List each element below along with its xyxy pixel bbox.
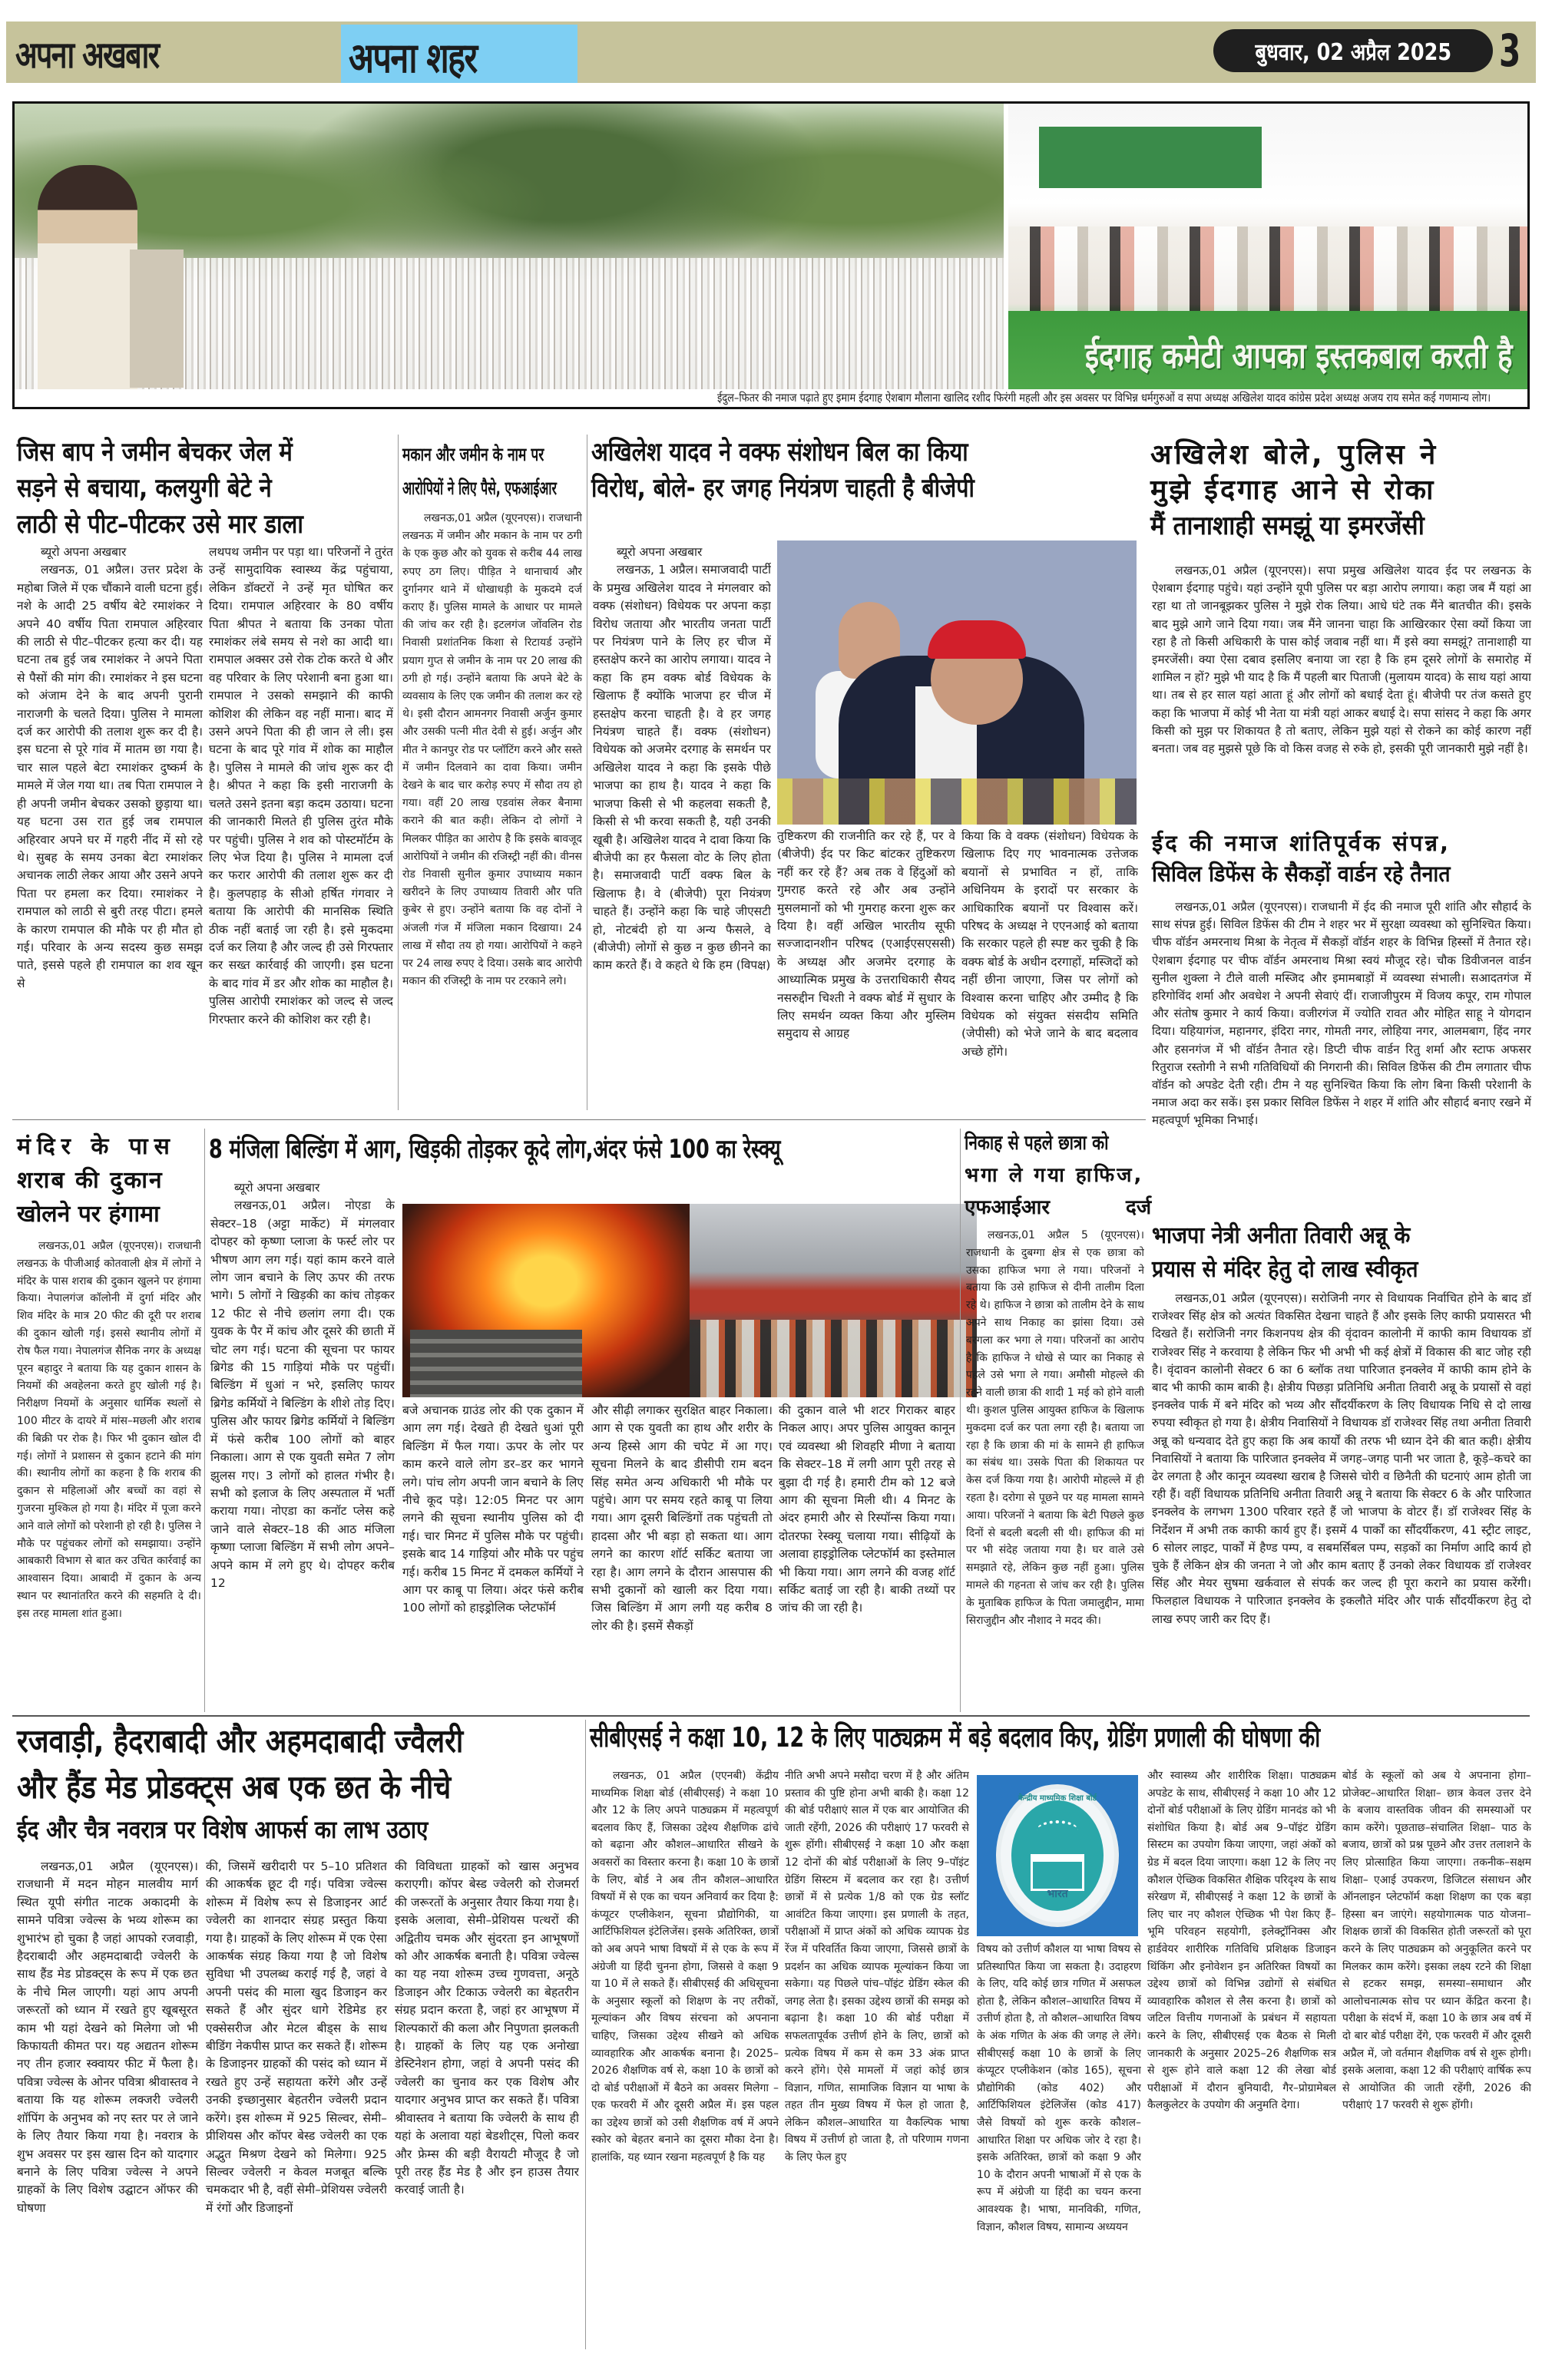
fire-column-3 (591, 1402, 773, 1709)
fire-flames-photo (402, 1204, 690, 1397)
jewelry-subheadline (17, 1812, 585, 1847)
nikah-headline-line: निकाह से पहले छात्रा को (965, 1132, 1109, 1155)
masthead (6, 21, 1536, 83)
issue-date: बुधवार, 02 अप्रैल 2025 (1255, 38, 1451, 66)
column-divider (585, 1720, 586, 2349)
cbse-body-2: नीति अभी अपने मसौदा चरण में है और अंतिम प्रस्ताव की पुष्टि होना अभी बाकी है। कक्षा 12 की बोर्ड परीक्षाएं साल में एक बार आयोजित की जाती रहेंगी, 2026 की परीक्षाएं 17 फरवरी से शुरू होंगी। सीबीएसई ने कक्षा 10 और कक्षा 12 दोनों की बोर्ड परीक्षाओं के लिए 9–पॉइंट ग्रेडिंग सिस्टम में बदलाव कर रहा है। उत्तीर्ण छात्रों में से प्रत्येक 1/8 को एक ग्रेड स्लॉट आवंटित किया जाएगा। इस प्रणाली के तहत, परीक्षाओं में प्राप्त अंकों को अधिक व्यापक ग्रेड रेंज में परिवर्तित किया जाएगा, जिससे छात्रों के प्रदर्शन का अधिक व्यापक मूल्यांकन किया जा सकेगा। यह पिछले पांच–पॉइंट ग्रेडिंग स्केल की जगह लेता है। इसका उद्देश्य छात्रों की समझ को बढ़ाना है। कक्षा 10 की बोर्ड परीक्षा में सफलतापूर्वक उत्तीर्ण होने के लिए, छात्रों को प्रत्येक विषय में कम से कम 33 अंक प्राप्त करने होंगे। ऐसे मामलों में जहां कोई छात्र विज्ञान, गणित, सामाजिक विज्ञान या भाषा के तहत तीन मुख्य विषय में फेल हो जाता है, लेकिन कौशल–आधारित या वैकल्पिक भाषा विषय में उत्तीर्ण हो जाता है, तो परिणाम गणना के लिए फेल हुए (785, 1770, 969, 2164)
photo-onlookers (690, 1320, 977, 1397)
liquor-headline (17, 1130, 201, 1231)
stage-top-banner (1039, 127, 1262, 188)
cbse-body-3: विषय को उत्तीर्ण कौशल या भाषा विषय से प्रतिस्थापित किया जा सकता है। उदाहरण के लिए, यदि कोई छात्र गणित में असफल होता है, लेकिन कौशल–आधारित विषय में उत्तीर्ण होता है, तो कौशल–आधारित विषय के अंक गणित के अंक की जगह ले लेंगे। सीबीएसई कक्षा 10 के छात्रों के लिए कंप्यूटर एप्लीकेशन (कोड 165), सूचना प्रौद्योगिकी (कोड 402) और आर्टिफिशियल इंटेलिजेंस (कोड 417) जैसे विषयों को शुरू करके कौशल–आधारित शिक्षा पर अधिक जोर दे रहा है। इसके अतिरिक्त, छात्रों को कक्षा 9 और 10 के दौरान अपनी भाषाओं में से एक के रूप में अंग्रेजी या हिंदी का चयन करना आवश्यक है। भाषा, मानविकी, गणित, विज्ञान, कौशल विषय, सामान्य अध्ययन (977, 1943, 1141, 2233)
nikah-body (966, 1227, 1144, 1711)
mahoba-headline-line: जिस बाप ने जमीन बेचकर जेल में (17, 437, 293, 468)
photo-frame-bottom-rule (12, 407, 1530, 409)
cbse-headline-text: सीबीएसई ने कक्षा 10, 12 के लिए पाठ्यक्रम में बड़े बदलाव किए, ग्रेडिंग प्रणाली की घोषणा की (590, 1722, 1321, 1754)
civil-defence-headline-line: ईद की नमाज शांतिपूर्वक संपन्न, (1152, 830, 1451, 856)
jewelry-column-2 (206, 1858, 387, 2349)
column-divider (398, 435, 399, 1110)
jewelry-body-3: की विविधता ग्राहकों को खास अनुभव कराएगी। कॉपर बेस्ड ज्वेलरी को रोजमर्रा की जरूरतों के अनुसार तैयार किया गया है। इसके अलावा, सेमी–प्रेशियस पत्थरों की अद्वितीय चमक और सुंदरता इन आभूषणों को और आकर्षक बनाती है। पवित्रा ज्वेल्स का यह नया शोरूम उच्च गुणवत्ता, अनूठे डिजाइन और टिकाऊ ज्वेलरी का बेहतरीन संग्रह प्रदान करता है, जहां हर आभूषण में शिल्पकारों की कला और निपुणता झलकती है। ग्राहकों के लिए यह एक अनोखा डेस्टिनेशन होगा, जहां वे अपनी पसंद की ज्वेलरी का चुनाव कर एक विशेष और यादगार अनुभव प्राप्त कर सकते हैं। पवित्रा श्रीवास्तव ने बताया कि ज्वेलरी के साथ ही यहां के अलावा यहां बेडशीट्स, पिलो कवर और फ्रेम्स की बड़ी वैरायटी मौजूद है जो पूरी तरह हैंड मेड है और इन हाउस तैयार करवाई जाती है। (395, 1859, 579, 2197)
liquor-body-text: लखनऊ,01 अप्रैल (यूएनएस)। राजधानी लखनऊ के पीजीआई कोतवाली क्षेत्र में लोगों ने मंदिर के पास शराब की दुकान खुलने पर हंगामा किया। नेपालगंज कॉलोनी में दुर्गा मंदिर और शिव मंदिर के मात्र 20 फीट की दूरी पर शराब की दुकान खोली गई। इससे स्थानीय लोगों में रोष फैल गया। नेपालगंज सैनिक नगर के अध्यक्ष पूरन बहादुर ने बताया कि यह दुकान शासन के नियमों की अवहेलना करते हुए खोली गई है। निरीक्षण नियमों के अनुसार धार्मिक स्थलों से 100 मीटर के दायरे में मांस–मछली और शराब की बिक्री पर रोक है। फिर भी दुकान खोल दी गई। लोगों ने प्रशासन से दुकान हटाने की मांग की। स्थानीय लोगों का कहना है कि शराब की दुकान से महिलाओं और बच्चों का वहां से गुजरना मुश्किल हो गया है। मंदिर में पूजा करने आने वाले लोगों को परेशानी हो रही है। पुलिस ने मौके पर पहुंचकर लोगों को समझाया। उन्होंने आबकारी विभाग से बात कर उचित कार्रवाई का आश्वासन दिया। आबादी में दुकान के अन्य स्थान पर स्थानांतरित करने की सहमति दे दी। इस तरह मामला शांत हुआ। (17, 1240, 201, 1620)
photo-caption-text: ईदुल–फितर की नमाज पढ़ाते हुए इमाम ईदगाह ऐशबाग मौलाना खालिद रशीद फिरंगी महली और इस अवसर पर विभिन्न धर्मगुरुओं व सपा अध्यक्ष अखिलेश यादव कांग्रेस प्रदेश अध्यक्ष अजय राय समेत कई गणमान्य लोग। (716, 391, 1491, 405)
nikah-headline-line: भगा ले गया हाफिज, (965, 1164, 1144, 1187)
cbse-ring-text: केन्द्रीय माध्यमिक शिक्षा बोर्ड (1018, 1794, 1097, 1803)
section-rule (12, 1119, 1146, 1120)
fraud-headline (402, 438, 584, 505)
jewelry-headline-line: और हैंड मेड प्रोडक्ट्स अब एक छत के नीचे (17, 1768, 452, 1806)
eid-prayer-photo (15, 104, 1004, 389)
mahoba-body-2: लथपथ जमीन पर पड़ा था। परिजनों ने तुरंत उन्हें सामुदायिक स्वास्थ्य केंद्र पहुंचाया, लेकिन डॉक्टरों ने उन्हें मृत घोषित कर दिया। रामपाल अहिरवार के 80 वर्षीय पिता श्रीपत ने बताया कि उनका पोता रमाशंकर लंबे समय से नशे का आदी था। रामपाल अक्सर उसे रोक टोक करते थे और वह परिवार के लिए परेशानी बना हुआ था। रामपाल ने उसको समझाने की काफी कोशिश की लेकिन वह नहीं माना। बाद में उसने अपने पिता की ही जान ले ली। इस घटना के बाद पूरे गांव में शोक का माहौल है। पुलिस ने मामले की जांच शुरू कर दी है। श्रीपत ने कहा कि इसी नाराजगी के चलते उसने इतना बड़ा कदम उठाया। घटना की जानकारी मिलते ही पुलिस तुरंत मौके पर पहुंची। पुलिस ने शव को पोस्टमॉर्टम के लिए भेज दिया है। पुलिस ने मामला दर्ज कर फरार आरोपी की तलाश शुरू कर दी है। कुलपहाड़ के सीओ हर्षित गंगवार ने बताया कि आरोपी की मानसिक स्थिति ठीक नहीं बताई जा रही है। इसे मुकदमा दर्ज कर लिया है और जल्द ही उसे गिरफ्तार कर सख्त कार्रवाई की जाएगी। इस घटना के बाद गांव में डर और शोक का माहौल है। पुलिस आरोपी रमाशंकर को जल्द से जल्द गिरफ्तार करने की कोशिश कर रही है। (209, 545, 393, 1026)
anita-headline-line: भाजपा नेत्री अनीता तिवारी अन्नू के (1152, 1222, 1411, 1249)
cbse-headline (590, 1720, 1536, 1757)
mahoba-column-1 (17, 544, 203, 1099)
fire-column-1 (210, 1179, 395, 1709)
waqf-headline-line: अखिलेश यादव ने वक्फ संशोधन बिल का किया (591, 437, 968, 468)
mahoba-headline-line: लाठी से पीट–पीटकर उसे मार डाला (17, 509, 303, 540)
microphone-stand (130, 250, 184, 388)
paper-name: अपना अखबार (15, 34, 159, 77)
anita-body-text: लखनऊ,01 अप्रैल (यूएनएस)। सरोजिनी नगर से विधायक निर्वाचित होने के बाद डॉ राजेश्वर सिंह क्षेत्र को अत्यंत विकसित देखना चाहते हैं और इसके लिए काफी प्रयासरत भी दिखते हैं। सरोजिनी नगर किशनपथ क्षेत्र की वृंदावन कालोनी में काफी काम विधायक डॉ राजेश्वर सिंह ने करवाया है लेकिन फिर भी अभी भी कई क्षेत्रों में विकास की बाट जोह रही है। वृंदावन कालोनी सेक्टर 6 का 6 ब्लॉक तथा पारिजात इनक्लेव में काफी काम होने के बाद भी काफी काम बाकी है। क्षेत्रीय पिछड़ा प्रतिनिधि अनीता तिवारी अन्नू के प्रयासों से वहां इनक्लेव पार्क में बने मंदिर को भव्य और सौंदर्यीकरण के लिए विधायक निधि से दो लाख रुपया स्वीकृत हो गया है। क्षेत्रीय निवासियों ने विधायक डॉ राजेश्वर सिंह तथा अनीता तिवारी अन्नू को धन्यवाद देते हुए कहा कि अब कार्यों की तरफ भी ध्यान देने की बात कही। क्षेत्रीय निवासियों ने बताया कि पारिजात इनक्लेव में जगह–जगह पानी भर जाता है, कूड़े–कचरे का ढेर लगता है और कानून व्यवस्था खराब है जिससे चोरी व छिनैती की घटनाएं आम होती जा रही हैं। वहीं विधायक प्रतिनिधि अनीता तिवारी अन्नू ने बताया कि सेक्टर 6 के और पारिजात इनक्लेव के लगभग 1300 परिवार रहते हैं जो भाजपा के वोटर हैं। डॉ राजेश्वर सिंह के निर्देशन में अभी तक काफी कार्य हुए हैं। इसमें 4 पार्कों का सौंदर्यीकरण, 41 स्ट्रीट लाइट, 6 सोलर लाइट, पार्कों में हैण्ड पम्प, व सबमर्सिबल पम्प, सड़कों का निर्माण आदि कार्य हो चुके हैं लेकिन क्षेत्र की जनता ने जो और काम बताए हैं उनको लेकर विधायक डॉ राजेश्वर सिंह और मेयर सुषमा खर्कवाल से संपर्क कर जल्द ही पूरा कराने का प्रयास करेंगी। फिलहाल विधायक ने पारिजात इनक्लेव के इकलौते मंदिर और पार्क सौंदर्यीकरण हेतु दो लाख रुपए जारी कर दिए हैं। (1152, 1291, 1531, 1626)
civil-defence-headline (1152, 828, 1536, 889)
cbse-body-5: बोर्ड के स्कूलों को अब ये अपनाना होगा– प्रोजेक्ट–आधारित शिक्षा– छात्र केवल उत्तर देने के बजाय वास्तविक जीवन की समस्याओं पर काम करेंगे। पूछताछ–संचालित शिक्षा– पाठ के बजाय, छात्रों को प्रश्न पूछने और उत्तर तलाशने के लिए प्रोत्साहित किया जाएगा। तकनीक–सक्षम शिक्षा– एआई उपकरण, डिजिटल संसाधन और ऑनलाइन प्लेटफॉर्म कक्षा शिक्षण का एक बड़ा हिस्सा बन जाएंगे। सहयोगात्मक पाठ योजना– शिक्षक छात्रों की विकसित होती जरूरतों को पूरा करने के लिए पाठ्यक्रम को अनुकूलित करने पर मिलकर काम करेंगे। इसका लक्ष्य रटने की शिक्षा से हटकर समझ, समस्या–समाधान और आलोचनात्मक सोच पर ध्यान केंद्रित करना है। परीक्षा के संदर्भ में, कक्षा 10 के छात्र अब वर्ष में दो बार बोर्ड परीक्षा देंगे, एक फरवरी में और दूसरी अप्रैल में, जो वर्तमान शैक्षणिक वर्ष से शुरू होगी। इसके अलावा, कक्षा 12 की परीक्षाएं वार्षिक रूप से आयोजित की जाती रहेंगी, 2026 की परीक्षाएं 17 फरवरी से शुरू होंगी। (1342, 1770, 1531, 2112)
cbse-country-text: भारत (1047, 1888, 1068, 1900)
mahoba-headline-line: सड़ने से बचाया, कलयुगी बेटे ने (17, 473, 272, 504)
fire-byline: ब्यूरो अपना अखबार (234, 1181, 320, 1195)
imam-figure (38, 165, 137, 389)
photo-flowers (777, 778, 1137, 825)
cbse-logo-image (977, 1775, 1138, 1936)
civil-defence-body (1152, 898, 1531, 1215)
jewelry-subheadline-text: ईद और चैत्र नवरात्र पर विशेष आफर्स का लाभ उठाए (17, 1815, 429, 1844)
anita-headline-line: प्रयास से मंदिर हेतु दो लाख स्वीकृत (1152, 1256, 1418, 1283)
jewelry-headline-line: रजवाड़ी, हैदराबादी और अहमदाबादी ज्वैलरी (17, 1722, 464, 1760)
cbse-column-3 (977, 1941, 1141, 2351)
liquor-headline-line: शराब की दुकान (17, 1167, 164, 1194)
eidgah-headline-line: मैं तानाशाही समझूं या इमरजेंसी (1150, 511, 1425, 541)
cbse-sunrays-icon (1037, 1820, 1078, 1840)
stage-banner-text: ईदगाह कमेटी आपका इस्तकबाल करती है (1085, 335, 1513, 376)
mahoba-byline: ब्यूरो अपना अखबार (41, 545, 127, 559)
fire-column-2 (402, 1402, 584, 1709)
fire-headline (209, 1132, 954, 1167)
waqf-body-2: तुष्टिकरण की राजनीति कर रहे हैं, पर वे (बीजेपी) ईद पर किट बांटकर तुष्टिकरण नहीं कर रहे हैं? अब तक वे हिंदुओं को गुमराह करते रहे और अब उन्होंने मुसलमानों को भी गुमराह करना शुरू कर दिया है। वहीं अखिल भारतीय सूफी सज्जादानशीन परिषद (एआईएसएससी) के अध्यक्ष और अजमेर दरगाह के आध्यात्मिक प्रमुख के उत्तराधिकारी सैयद नसरुद्दीन चिश्ती ने वक्फ बोर्ड में सुधार के लिए समर्थन व्यक्त किया और मुस्लिम समुदाय से आग्रह (777, 829, 955, 1041)
fire-body-2: बजे अचानक ग्राउंड लोर की एक दुकान में आग लग गई। देखते ही देखते धुआं पूरी बिल्डिंग में फैल गया। ऊपर के लोर पर काम करने वाले लोग डर–डर कर भागने लगे। पांच लोग अपनी जान बचाने के लिए नीचे कूद पड़े। 12:05 मिनट पर आग लगने की सूचना स्थानीय पुलिस को दी गई। चार मिनट में पुलिस मौके पर पहुंची। इसके बाद 14 गाड़ियां और मौके पर पहुंच गई। करीब 15 मिनट में दमकल कर्मियों ने आग पर काबू पा लिया। अंदर फंसे करीब 100 लोगों को हाइड्रोलिक प्लेटफॉर्म (402, 1403, 584, 1615)
photo-stairs (410, 1330, 582, 1397)
cbse-book-icon (1031, 1854, 1084, 1891)
civil-defence-body-text: लखनऊ,01 अप्रैल (यूएनएस)। राजधानी में ईद की नमाज पूरी शांति और सौहार्द के साथ संपन्न हुई। सिविल डिफेंस की टीम ने शहर भर में सुरक्षा व्यवस्था को सुनिश्चित किया। चीफ वॉर्डन अमरनाथ मिश्रा के नेतृत्व में सैकड़ों वॉर्डन शहर के विभिन्न हिस्सों में तैनात रहे। ऐशबाग ईदगाह पर चीफ वॉर्डन अमरनाथ मिश्रा स्वयं मौजूद रहे। चौक डिवीजनल वार्डन सुनील शुक्ला ने टीले वाली मस्जिद और इमामबाड़ों में व्यवस्था संभाली। सआदतगंज में हरिगोविंद शर्मा और अवधेश ने अपनी सेवाएं दीं। राजाजीपुरम में विजय कपूर, राम गोपाल और संतोष कुमार ने कार्य किया। वजीरगंज में ज्योति रावत और मोहित साहू ने योगदान दिया। यहियागंज, महानगर, इंदिरा नगर, गोमती नगर, लोहिया नगर, आलमबाग, हिंद नगर और हसनगंज में भी वॉर्डन तैनात रहे। डिप्टी चीफ वार्डन रितु शर्मा और स्टाफ अफसर रितुराज रस्तोगी ने सभी गतिविधियों की निगरानी की। सिविल डिफेंस की टीम लगातार चीफ वॉर्डन को अपडेट देती रही। टीम ने यह सुनिश्चित किया कि लोग बिना किसी परेशानी के नमाज अदा कर सकें। इस प्रकार सिविल डिफेंस ने शहर में शांति और सौहार्द बनाए रखने में महत्वपूर्ण भूमिका निभाई। (1152, 900, 1531, 1128)
jewelry-headline (17, 1718, 585, 1810)
nikah-headline-line: एफआईआर दर्ज (965, 1196, 1152, 1219)
photo-caption (15, 390, 1527, 405)
waqf-column-3 (961, 828, 1138, 1112)
waqf-column-1 (593, 544, 771, 1112)
page-number: 3 (1499, 25, 1521, 77)
eidgah-body-text: लखनऊ,01 अप्रैल (यूएनएस)। सपा प्रमुख अखिलेश यादव ईद पर लखनऊ के ऐशबाग ईदगाह पहुंचे। यहां उन्होंने यूपी पुलिस पर बड़ा आरोप लगाया। कहा जब मैं यहां आ रहा था तो जानबूझकर पुलिस ने मुझे रोक लिया। आधे घंटे तक मैंने बातचीत की। इसके बाद मुझे आगे जाने दिया गया। जब मैंने जानना चाहा कि आखिरकार ऐसा क्यों किया जा रहा है तो किसी अधिकारी के पास कोई जवाब नहीं था। मैं इसे क्या समझूं? तानाशाही या इमरजेंसी। क्या ऐसा दबाव इसलिए बनाया जा रहा है कि हम दूसरे लोगों के समारोह में शामिल न हों? मुझे भी याद है कि मैं पहली बार पिताजी (मुलायम यादव) के साथ यहां आया था। तब से हर साल यहां आता हूं और लोगों को बधाई देता हूं। बीजेपी पर तंज कसते हुए कहा कि भाजपा में कोई भी नेता या मंत्री यहां आकर बधाई दे। सपा सांसद ने कहा कि अगर किसी को मुझ पर शिकायत है तो बताए, लेकिन मुझे यहां से रोकने का कोई कारण नहीं बनता। जब वह मुझसे पूछे कि वो किस वजह से रुके हो, इसकी पूरी जानकारी मुझे नहीं है। (1152, 564, 1531, 756)
civil-defence-headline-line: सिविल डिफेंस के सैकड़ों वार्डन रहे तैनात (1152, 861, 1451, 887)
anita-headline (1152, 1219, 1536, 1287)
column-divider (960, 1129, 961, 1712)
anita-body (1152, 1290, 1531, 1711)
eidgah-body (1152, 562, 1531, 815)
nikah-headline (965, 1127, 1152, 1224)
eidgah-headline-line: अखिलेश बोले, पुलिस ने (1150, 439, 1439, 471)
jewelry-column-3 (395, 1858, 579, 2349)
waqf-body-3: किया कि वे वक्फ (संशोधन) विधेयक के खिलाफ दिए गए भावनात्मक उत्तेजक बयानों से प्रभावित न हों, ताकि अधिनियम के इरादों पर सरकार के आधिकारिक बयानों पर विश्वास करें। परिषद के अध्यक्ष ने एएनआई को बताया कि सरकार पहले ही स्पष्ट कर चुकी है कि वक्फ बोर्ड के अधीन दरगाहों, मस्जिदों को नहीं छीना जाएगा, जिस पर लोगों को विश्वास करना चाहिए और उम्मीद है कि विधेयक को संयुक्त संसदीय समिति (जेपीसी) को भेजे जाने के बाद बदलाव अच्छे होंगे। (961, 829, 1138, 1059)
waqf-headline (591, 435, 1144, 507)
liquor-body (17, 1238, 201, 1711)
fraud-body (402, 510, 582, 1112)
waqf-headline-line: विरोध, बोले- हर जगह नियंत्रण चाहती है बीजेपी (591, 473, 975, 504)
fraud-body-text: लखनऊ,01 अप्रैल (यूएनएस)। राजधानी लखनऊ में जमीन और मकान के नाम पर ठगी के एक कुछ और को युवक से करीब 44 लाख रुपए ठग लिए। पीड़ित ने थानाचार्य और दुर्गानगर थाने में धोखाधड़ी के मुकदमे दर्ज कराए हैं। पुलिस मामले के आधार पर मामले की जांच कर रही है। इटलगंज जोंवलिन रोड निवासी प्रशांतनिक किशा से रिटायर्ड उन्होंने प्रयाग गुप्त से जमीन के नाम पर 20 लाख की ठगी हो गई। उन्होंने बताया कि अपने बेटे के व्यवसाय के लिए एक जमीन की तलाश कर रहे थे। इसी दौरान आमनगर निवासी अर्जुन कुमार और उसकी पत्नी मीत देवी से हुई। अर्जुन और मीत ने कानपुर रोड पर प्लॉटिंग करने और सस्ते में जमीन दिलवाने का दावा किया। जमीन देखने के बाद चार करोड़ रुपए में सौदा तय हो गया। वहीं 20 लाख एडवांस लेकर बैनामा कराने की बात कही। लेकिन दो लोगों ने मिलकर पीड़ित का आरोप है कि इसके बावजूद आरोपियों ने जमीन की रजिस्ट्री नहीं की। वीनस रोड निवासी सुनील कुमार उपाध्याय मकान खरीदने के लिए उपाध्याय तिवारी और पति कुबेर से हुए। उन्होंने बताया कि वह दोनों ने अंजली गंज मेंं मंजिला मकान दिखाया। 24 लाख में सौदा तय हो गया। आरोपियों ने कहने पर 24 लाख रुपए दे दिया। उसके बाद आरोपी मकान की रजिस्ट्री के नाम पर टरकाने लगे। (402, 512, 582, 988)
jewelry-column-1 (17, 1858, 198, 2349)
column-divider (204, 1129, 205, 1712)
fire-body-1: लखनऊ,01 अप्रैल। नोएडा के सेक्टर–18 (अट्टा मार्केट) में मंगलवार दोपहर को कृष्णा प्लाजा के फर्स्ट लोर पर भीषण आग लग गई। यहां काम करने वाले लोग जान बचाने के लिए ऊपर की तरफ भागे। 5 लोगों ने खिड़की का कांच तोड़कर 12 फीट से नीचे छलांग लगा दी। एक युवक के पैर में कांच और दूसरे की छाती में चोट लग गई। घटना की सूचना पर फायर ब्रिगेड की 15 गाड़ियां मौके पर पहुंचीं। बिल्डिंग में धुआं न भरे, इसलिए फायर ब्रिगेड कर्मियों ने बिल्डिंग के शीशे तोड़ दिए। पुलिस और फायर ब्रिगेड कर्मियों ने बिल्डिंग में फंसे करीब 100 लोगों को बाहर निकाला। आग से एक युवती समेत 7 लोग झुलस गए। 3 लोगों को हालत गंभीर है। सभी को इलाज के लिए अस्पताल में भर्ती कराया गया। नोएडा का कनॉट प्लेस कहे जाने वाले सेक्टर–18 की आठ मंजिला कृष्णा प्लाजा बिल्डिंग में सभी लोग अपने–अपने काम में लगे हुए थे। दोपहर करीब 12 (210, 1198, 395, 1590)
mahoba-body-1: लखनऊ, 01 अप्रैल। उत्तर प्रदेश के महोबा जिले में एक चौंकाने वाली घटना हुई। नशे के आदी 25 वर्षीय बेटे रमाशंकर ने अपने 40 वर्षीय पिता रामपाल अहिरवार की लाठी से पीट–पीटकर हत्या कर दी। यह घटना तब हुई जब रमाशंकर ने अपने पिता से पैसों की मांग की। रमाशंकर ने इस घटना को अंजाम देने के बाद अपनी पुरानी नाराजगी के चलते दिया। पुलिस ने मामला दर्ज कर आरोपी की तलाश शुरू कर दी है। इस घटना से पूरे गांव में मातम छा गया है। चार साल पहले बेटा रमाशंकर दुष्कर्म के मामले में जेल गया था। तब पिता रामपाल ने ही अपनी जमीन बेचकर उसको छुड़ाया था। यह घटना उस रात हुई जब रामपाल अहिरवार अपने घर में गहरी नींद में सो रहे थे। सुबह के समय उनका बेटा रमाशंकर अचानक लाठी लेकर आया और उसने अपने पिता पर हमला कर दिया। रमाशंकर ने रामपाल को लाठी से बुरी तरह पीटा। हमले के कारण रामपाल की मौके पर ही मौत हो गई। परिवार के अन्य सदस्य कुछ समझ पाते, इससे पहले ही रामपाल का शव खून से (17, 563, 203, 990)
eidgah-stage-photo (1008, 104, 1527, 389)
building-fire-photo (402, 1204, 977, 1397)
fire-body-3: और सीढ़ी लगाकर सुरक्षित बाहर निकाला। आग से एक युवती का हाथ और शरीर के अन्य हिस्से आग की चपेट में आ गए। सूचना मिलने के बाद डीसीपी राम बदन सिंह समेत अन्य अधिकारी भी मौके पर पहुंचे। आग पर समय रहते काबू पा लिया गया। आग दूसरी बिल्डिंगों तक पहुंचती तो हादसा और भी बड़ा हो सकता था। आग लगने का कारण शॉर्ट सर्किट बताया जा रहा है। आग लगने के दौरान आसपास की सभी दुकानों को खाली कर दिया गया। जिस बिल्डिंग में आग लगी यह करीब 8 लोर की है। इसमें सैकड़ों (591, 1403, 773, 1633)
cbse-column-2 (785, 1767, 969, 2351)
mahoba-column-2 (209, 544, 393, 1099)
photo-red-cap (928, 620, 1026, 659)
cbse-column-1 (591, 1767, 779, 2351)
fire-rescue-photo (690, 1204, 977, 1397)
akhilesh-yadav-photo (777, 540, 1137, 825)
dignitaries-group (1008, 226, 1527, 311)
cbse-body-1: लखनऊ, 01 अप्रैल (एएनबी) केंद्रीय माध्यमिक शिक्षा बोर्ड (सीबीएसई) ने कक्षा 10 और 12 के लिए अपने पाठ्यक्रम में महत्वपूर्ण बदलाव किए हैं, जिसका उद्देश्य शैक्षणिक ढांचे को बढ़ाना और कौशल–आधारित सीखने के अवसरों का विस्तार करना है। कक्षा 10 के छात्रों के लिए, बोर्ड ने अब तीन कौशल–आधारित विषयों में से एक का चयन अनिवार्य कर दिया है: कंप्यूटर एप्लीकेशन, सूचना प्रौद्योगिकी, या आर्टिफिशियल इंटेलिजेंस। इसके अतिरिक्त, छात्रों को अब अपने भाषा विषयों में से एक के रूप में अंग्रेजी या हिंदी चुनना होगा, जिससे वे कक्षा 9 या 10 में ले सकते हैं। सीबीएसई की अधिसूचना के अनुसार स्कूलों को शिक्षण के नए तरीकों, मूल्यांकन और विषय संरचना को अपनाना चाहिए, जिसका उद्देश्य सीखने को अधिक व्यावहारिक और आकर्षक बनाना है। 2025–2026 शैक्षणिक वर्ष से, कक्षा 10 के छात्रों को दो बोर्ड परीक्षाओं में बैठने का अवसर मिलेगा – एक फरवरी में और दूसरी अप्रैल में। इस पहल का उद्देश्य छात्रों को उसी शैक्षणिक वर्ष में अपने स्कोर को बेहतर बनाने का दूसरा मौका देना है। हालांकि, यह ध्यान रखना महत्वपूर्ण है कि यह (591, 1770, 779, 2164)
cbse-emblem (996, 1784, 1119, 1927)
section-label: अपना शहर (349, 34, 477, 82)
mahoba-headline (17, 435, 416, 543)
waqf-column-2 (777, 828, 955, 1112)
eidgah-headline-line: मुझे ईदगाह आने से रोका (1150, 474, 1436, 506)
jewelry-body-1: लखनऊ,01 अप्रैल (यूएनएस)। राजधानी में मदन मोहन मालवीय मार्ग स्थित यूपी संगीत नाटक अकादमी के सामने पवित्रा ज्वेल्स के भव्य शोरूम का शुभारंभ हो चुका है जहां आपको रजवाड़ी, हैदराबादी और अहमदाबादी ज्वेलरी के साथ हैंड मेड प्रोडक्ट्स के रूप में एक छत के नीचे मिल जाएगी। यहां आप अपनी जरूरतों को ध्यान में रखते हुए खूबसूरत काम भी यहां देखने को मिलेगा जो भी किफायती कीमत पर। यह अद्यतन शोरूम नए तीन हजार स्क्वायर फीट में फैला है। पवित्रा ज्वेल्स के ओनर पवित्रा श्रीवास्तव ने बताया कि यह शोरूम लक्जरी ज्वेलरी शॉपिंग के अनुभव को नए स्तर पर ले जाने के लिए तैयार किया गया है। नवरात्र के शुभ अवसर पर इस खास दिन को यादगार बनाने के लिए पवित्रा ज्वेल्स ने अपने ग्राहकों के लिए विशेष उद्घाटन ऑफर की घोषणा (17, 1859, 198, 2215)
fire-column-4 (779, 1402, 955, 1709)
date-badge (1213, 29, 1493, 72)
section-rule (12, 1715, 1530, 1717)
cbse-column-4 (1147, 1767, 1336, 2351)
fire-headline-text: 8 मंजिला बिल्डिंग में आग, खिड़की तोड़कर कूदे लोग,अंदर फंसे 100 का रेस्क्यू (209, 1134, 781, 1165)
cbse-body-4: और स्वास्थ्य और शारीरिक शिक्षा। पाठ्यक्रम अपडेट के साथ, सीबीएसई ने कक्षा 10 और 12 दोनों बोर्ड परीक्षाओं के लिए ग्रेडिंग मानदंड को भी संशोधित किया है। बोर्ड अब 9–पॉइंट ग्रेडिंग सिस्टम का उपयोग किया जाएगा, जहां अंकों को ग्रेड में बदल दिया जाएगा। कक्षा 12 के लिए नए कौशल ऐच्छिक विकसित शैक्षिक परिदृश्य के साथ संरेखण में, सीबीएसई ने कक्षा 12 के छात्रों के लिए चार नए कौशल ऐच्छिक भी पेश किए हैं– भूमि परिवहन सहयोगी, इलेक्ट्रॉनिक्स और हार्डवेयर शारीरिक गतिविधि प्रशिक्षक डिजाइन थिंकिंग और इनोवेशन इन अतिरिक्त विषयों का उद्देश्य छात्रों को विभिन्न उद्योगों से संबंधित व्यावहारिक कौशल से लैस करना है। छात्रों को जटिल वित्तीय गणनाओं के प्रबंधन में सहायता करने के लिए, सीबीएसई एक बैठक से मिली जानकारी के अनुसार 2025–26 शैक्षणिक सत्र से शुरू होने वाले कक्षा 12 की लेखा बोर्ड परीक्षाओं में दौरान बुनियादी, गैर–प्रोग्रामेबल कैलकुलेटर के उपयोग की अनुमति देगा। (1147, 1770, 1336, 2112)
frame-border-right (1527, 101, 1530, 408)
nikah-body-text: लखनऊ,01 अप्रैल 5 (यूएनएस)। राजधानी के दुबग्गा क्षेत्र से एक छात्रा को उसका हाफिज भगा ले गया। परिजनों ने बताया कि उसे हाफिज से दीनी तालीम दिला रहे थे। हाफिज ने छात्रा को तालीम देने के साथ अपने साथ निकाह का झांसा दिया। उसे बरगला कर भगा ले गया। परिजनों का आरोप है कि हाफिज ने धोखे से प्यार का निकाह से पहले उसे भगा ले गया। अमौसी मोहल्ले की रहने वाली छात्रा की शादी 1 मई को होने वाली थी। कुशल पुलिस आयुक्त हाफिज के खिलाफ मुकदमा दर्ज कर पता लगा रही है। बताया जा रहा है कि छात्रा की मां के सामने ही हाफिज का संबंध था। उसके पिता की शिकायत पर केस दर्ज किया गया है। आरोपी मोहल्ले में ही रहता है। दरोगा से पूछने पर यह मामला सामने आया। परिजनों ने बताया कि बेटी पिछले कुछ दिनों से बदली बदली सी थी। हाफिज की मां पर भी संदेह जताया गया है। घर वाले उसे समझाते रहे, लेकिन कुछ नहीं हुआ। पुलिस मामले की गहनता से जांच कर रही है। पुलिस के मुताबिक हाफिज के पिता जमालुद्दीन, मामा सिराजुद्दीन और नौशाद ने मदद की। (966, 1229, 1144, 1627)
liquor-headline-line: खोलने पर हंगामा (17, 1201, 160, 1228)
waqf-body-1: लखनऊ, 1 अप्रैल। समाजवादी पार्टी के प्रमुख अखिलेश यादव ने मंगलवार को वक्फ (संशोधन) विधेयक पर अपना कड़ा विरोध जताया और भारतीय जनता पार्टी पर नियंत्रण पाने के लिए हर चीज में हस्तक्षेप करने का आरोप लगाया। यादव ने कहा कि हम वक्फ बोर्ड विधेयक के खिलाफ हैं क्योंकि भाजपा हर चीज में हस्तक्षेप करना चाहती है। वे हर जगह नियंत्रण चाहते हैं। वक्फ (संशोधन) विधेयक को अजमेर दरगाह के समर्थन पर अखिलेश यादव ने कहा कि इसके पीछे भाजपा का हाथ है। यादव ने कहा कि भाजपा किसी से भी कहलवा सकती है, किसी से भी करवा सकती है, यही उनकी खूबी है। अखिलेश यादव ने दावा किया कि बीजेपी का हर फैसला वोट के लिए होता है। समाजवादी पार्टी वक्फ बिल के खिलाफ है। वे (बीजेपी) पूरा नियंत्रण चाहते हैं। उन्होंने कहा कि चाहे जीएसटी हो, नोटबंदी हो या अन्य फैसले, वे (बीजेपी) लोगों से कुछ न कुछ छीनने का काम करते हैं। वे कहते थे कि हम (विपक्ष) (593, 563, 771, 973)
fraud-headline-line: आरोपियों ने लिए पैसे, एफआईआर (402, 478, 557, 499)
jewelry-body-2: की, जिसमें खरीदारी पर 5–10 प्रतिशत की आकर्षक छूट दी गई। पवित्रा ज्वेल्स शोरूम में विशेष रूप से डिजाइनर आर्ट ज्वेलरी का शानदार संग्रह प्रस्तुत किया गया है। ग्राहकों के लिए शोरूम में एक ऐसा आकर्षक संग्रह किया गया है जो विशेष सुविधा भी उपलब्ध कराई गई है, जहां वे अपनी पसंद की माला खुद डिजाइन कर सकते हैं और सुंदर धागे रेडिमेड हर एक्सेसरीज और मेटल बीड्स के साथ बीडिंग नेकपीस प्राप्त कर सकते हैं। शोरूम के डिजाइनर ग्राहकों की पसंद को ध्यान में रखते हुए उन्हें सहायता करेंगे और उन्हें उनकी इच्छानुसार बेहतरीन ज्वेलरी प्रदान करेंगे। इस शोरूम में 925 सिल्वर, सेमी–प्रीशियस और कॉपर बेस्ड ज्वेलरी का एक अद्भुत मिश्रण देखने को मिलेगा। 925 सिल्वर ज्वेलरी न केवल मजबूत बल्कि चमकदार भी है, वहीं सेमी–प्रेशियस ज्वेलरी में रंगों और डिजाइनों (206, 1859, 387, 2215)
fraud-headline-line: मकान और जमीन के नाम पर (402, 444, 544, 465)
eidgah-headline (1150, 438, 1534, 544)
waqf-byline: ब्यूरो अपना अखबार (617, 545, 703, 559)
fire-body-4: की दुकान वाले भी शटर गिराकर बाहर निकल आए। अपर पुलिस आयुक्त कानून एवं व्यवस्था श्री शिवहरि मीणा ने बताया कि सेक्टर–18 में लगी आग पूरी तरह से बुझा दी गई है। हमारी टीम को 12 बजे आग की सूचना मिली थी। 4 मिनट के अंदर हमारी और से रिस्पॉन्स किया गया। दोतरफा रेस्क्यू चलाया गया। सीढ़ियों के अलावा हाइड्रोलिक प्लेटफॉर्म का इस्तेमाल भी किया गया। आग लगने की वजह शॉर्ट सर्किट बताई जा रही है। बाकी तथ्यों पर जांच की जा रही है। (779, 1403, 955, 1615)
liquor-headline-line: मंदिर के पास (17, 1133, 176, 1160)
cbse-column-5 (1342, 1767, 1531, 2351)
